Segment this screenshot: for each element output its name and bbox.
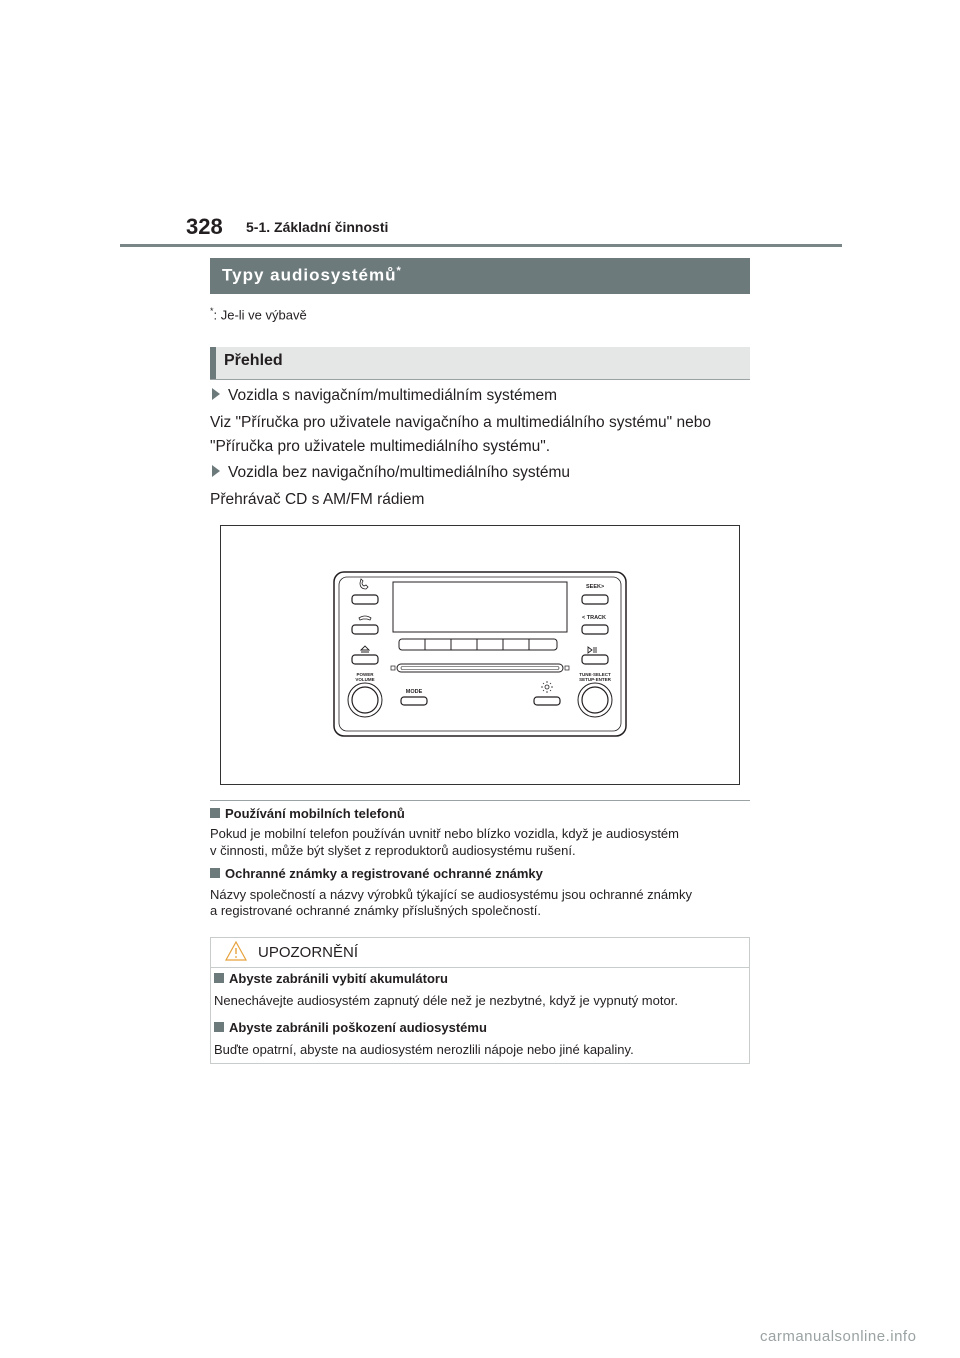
preset-buttons: [399, 639, 557, 650]
item1-line1: Viz "Příručka pro uživatele navigačního a multimediálního systému" nebo: [210, 414, 711, 431]
setup-enter-label: SETUP·ENTER: [579, 677, 611, 682]
subsection-title: Přehled: [224, 352, 283, 369]
item2-heading-text: Vozidla bez navigačního/multimediálního systému: [228, 464, 571, 481]
watermark: carmanualsonline.info: [760, 1328, 917, 1345]
hangup-icon: [359, 616, 371, 620]
warning-header-divider: [211, 967, 749, 968]
subsection-bar: [210, 347, 750, 380]
warning-item-heading-text: Abyste zabránili vybití akumulátoru: [229, 971, 448, 986]
note-heading: [210, 806, 405, 821]
item2-heading: [212, 460, 570, 486]
play-pause-button: [582, 655, 608, 664]
note-line: Pokud je mobilní telefon používán uvnitř nebo blízko vozidla, když je audiosystém: [210, 826, 679, 841]
track-label: < TRACK: [582, 615, 606, 621]
mode-label: MODE: [405, 689, 423, 695]
volume-label: VOLUME: [355, 677, 375, 682]
warning-item-text: Buďte opatrní, abyste na audiosystém nerozlili nápoje nebo jiné kapaliny.: [214, 1042, 634, 1057]
note-line: Názvy společností a názvy výrobků týkající se audiosystému jsou ochranné známky: [210, 887, 692, 902]
play-pause-icon: [588, 647, 596, 653]
warning-triangle-icon: [224, 940, 248, 962]
eject-icon: [361, 646, 369, 652]
section-title-text: Typy audiosystémů: [222, 265, 397, 285]
warning-title: UPOZORNĚNÍ: [258, 944, 359, 961]
note-heading-text: Ochranné známky a registrované ochranné známky: [225, 866, 543, 881]
power-label: POWER: [356, 672, 374, 677]
cd-slot: [397, 664, 563, 672]
square-bullet-icon: [210, 808, 220, 818]
track-button: [582, 625, 608, 634]
footnote: [210, 306, 307, 322]
warning-item-text: Nenechávejte audiosystém zapnutý déle než je nezbytné, když je vypnutý motor.: [214, 993, 678, 1008]
brightness-button: [534, 697, 560, 705]
square-bullet-icon: [214, 1022, 224, 1032]
tune-select-knob: [578, 683, 612, 717]
hangup-button: [352, 625, 378, 634]
audio-unit-figure: [220, 525, 740, 785]
item1-line2: "Příručka pro uživatele multimediálního systému".: [210, 438, 551, 455]
note-line: v činnosti, může být slyšet z reproduktorů audiosystému rušení.: [210, 843, 576, 858]
square-bullet-icon: [210, 868, 220, 878]
seek-button: [582, 595, 608, 604]
audio-unit-illustration: [221, 526, 739, 784]
mode-button: [401, 697, 427, 705]
item1-heading-text: Vozidla s navigačním/multimediálním systémem: [228, 387, 558, 404]
footnote-text: : Je-li ve výbavě: [213, 307, 307, 323]
phone-icon: [360, 579, 368, 589]
warning-item-heading: [214, 1020, 487, 1035]
header-rule: [120, 244, 842, 247]
unit-inner-frame: [339, 577, 621, 731]
section-title: [222, 265, 402, 286]
brightness-icon: [541, 681, 553, 693]
subsection-accent: [210, 347, 216, 379]
page-number: 328: [186, 214, 223, 239]
section-title-marker: *: [396, 265, 402, 277]
arrow-right-icon: [212, 465, 220, 477]
tune-select-label: TUNE·SELECT: [579, 672, 611, 677]
warning-item-heading: [214, 971, 448, 986]
chapter-title: 5-1. Základní činnosti: [246, 219, 389, 235]
note-line: a registrované ochranné známky příslušných společností.: [210, 903, 541, 918]
display-screen: [393, 582, 567, 632]
warning-item-heading-text: Abyste zabránili poškození audiosystému: [229, 1020, 487, 1035]
square-bullet-icon: [214, 973, 224, 983]
arrow-right-icon: [212, 388, 220, 400]
eject-button: [352, 655, 378, 664]
seek-label: SEEK>: [586, 584, 605, 590]
note-heading: [210, 866, 543, 881]
item2-text: Přehrávač CD s AM/FM rádiem: [210, 491, 425, 508]
footnote-marker: *: [210, 306, 214, 316]
note-heading-text: Používání mobilních telefonů: [225, 806, 405, 821]
power-volume-knob: [348, 683, 382, 717]
phone-button: [352, 595, 378, 604]
notes-divider: [210, 800, 750, 801]
item1-heading: [212, 383, 557, 409]
